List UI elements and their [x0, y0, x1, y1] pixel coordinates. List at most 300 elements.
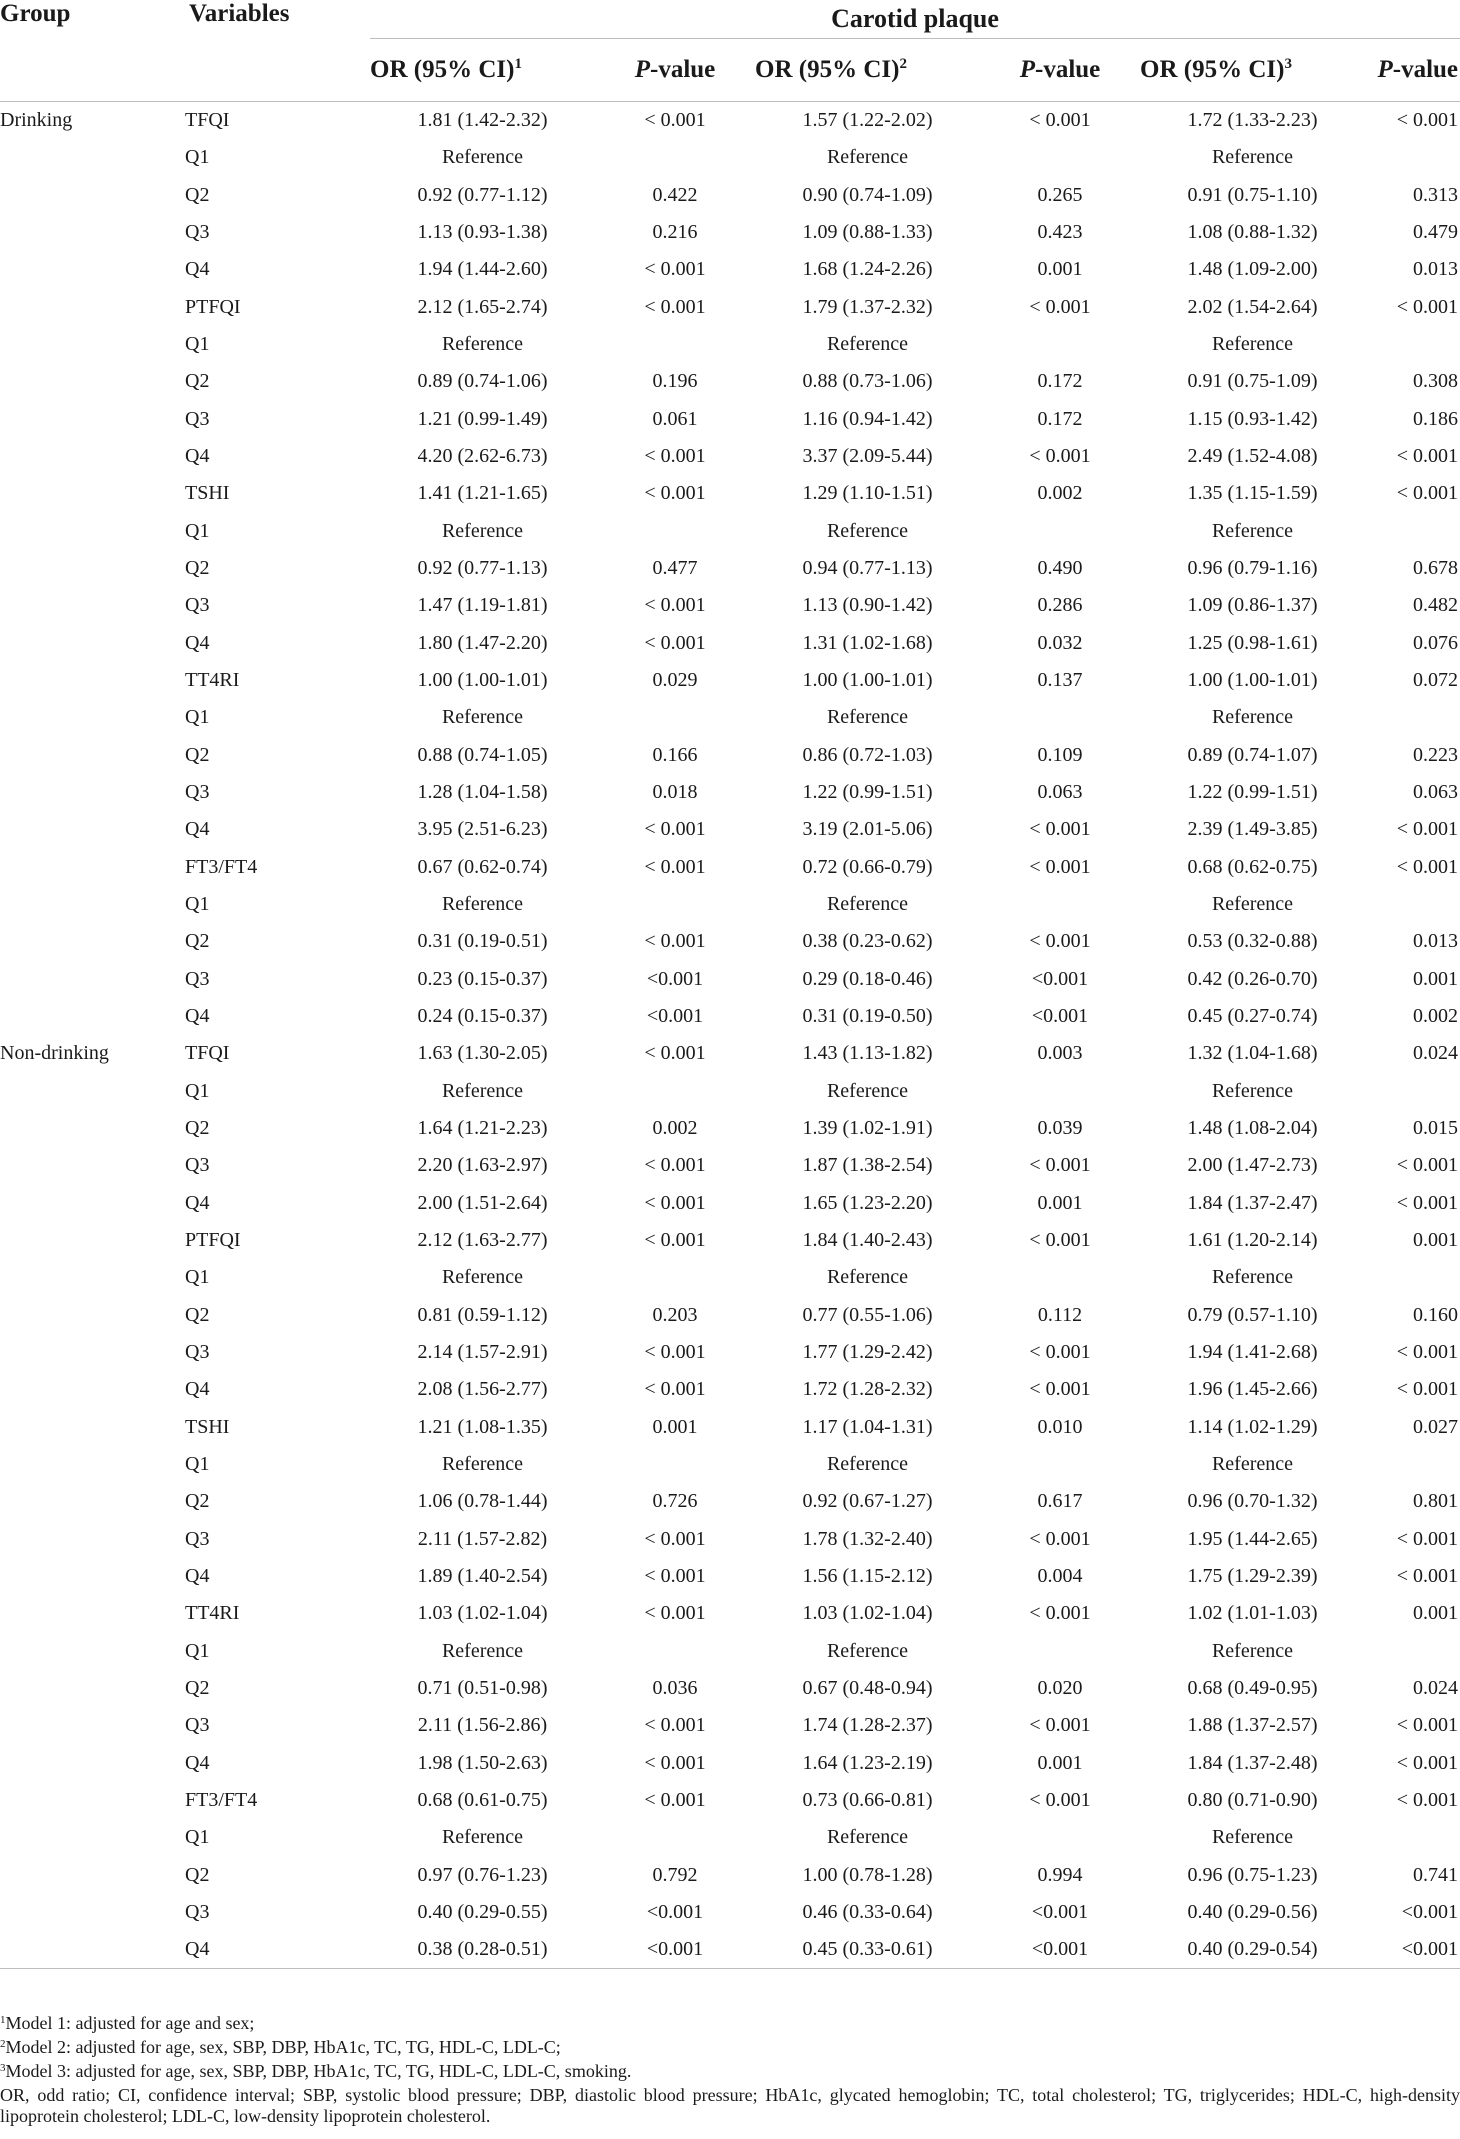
- variable-cell: Q2: [185, 1863, 210, 1886]
- or-model3-cell: 2.02 (1.54-2.64): [1187, 295, 1318, 318]
- or-model2-cell: 0.46 (0.33-0.64): [802, 1900, 933, 1923]
- or-model3-cell: 1.75 (1.29-2.39): [1187, 1564, 1318, 1587]
- variable-cell: Q2: [185, 1676, 210, 1699]
- or-model3-cell: 0.68 (0.49-0.95): [1187, 1676, 1318, 1699]
- header-or-model3: [1140, 39, 1365, 102]
- table-row: [0, 1371, 1460, 1408]
- p-model2-cell: 0.109: [1037, 743, 1083, 766]
- p-model1-cell: [595, 1632, 755, 1669]
- footnote-text: OR, odd ratio; CI, confidence interval; SBP, systolic blood pressure; DBP, diastolic blood pressure; HbA1c, glycated hemoglobin; TC, total cholesterol; TG, triglycerides; HDL-C, high-density lipoprotein cholesterol; LDL-C, low-density lipoprotein cholesterol.: [0, 2085, 1460, 2126]
- table-row: [0, 662, 1460, 699]
- p-model2-cell: 0.001: [1037, 1751, 1083, 1774]
- or-model3-cell: Reference: [1211, 1266, 1294, 1289]
- p-model2-cell: <0.001: [1031, 1005, 1089, 1028]
- group-cell: [0, 1670, 185, 1707]
- table-row: [0, 1558, 1460, 1595]
- footnote-line: [0, 2082, 1460, 2127]
- or-model1-cell: 1.28 (1.04-1.58): [417, 781, 548, 804]
- table-body: [0, 102, 1460, 1969]
- group-cell: [0, 475, 185, 512]
- group-cell: [0, 1259, 185, 1296]
- p-model1-cell: < 0.001: [644, 482, 706, 505]
- or-model1-cell: Reference: [441, 1826, 524, 1849]
- or-model2-cell: Reference: [826, 1826, 909, 1849]
- or-model3-cell: Reference: [1211, 519, 1294, 542]
- variable-cell: PTFQI: [185, 1229, 241, 1251]
- p-model2-cell: < 0.001: [1029, 1340, 1091, 1363]
- variable-cell: Q1: [185, 1639, 210, 1662]
- p-model1-cell: < 0.001: [644, 258, 706, 281]
- p-model3-cell: [1365, 1632, 1460, 1669]
- p-model3-cell: 0.072: [1413, 669, 1459, 692]
- p-model1-cell: < 0.001: [644, 930, 706, 953]
- variable-cell: TSHI: [185, 1415, 230, 1438]
- or-model2-cell: 1.16 (0.94-1.42): [802, 407, 933, 430]
- or-model1-cell: Reference: [441, 1266, 524, 1289]
- group-cell: [0, 737, 185, 774]
- or-model3-cell: 1.25 (0.98-1.61): [1187, 631, 1318, 654]
- or-model2-cell: 1.65 (1.23-2.20): [802, 1191, 933, 1214]
- or-model2-cell: 0.45 (0.33-0.61): [755, 1931, 980, 1969]
- variable-cell: TFQI: [185, 109, 230, 132]
- table-header: [0, 0, 1460, 102]
- p-model3-cell: < 0.001: [1396, 1714, 1459, 1737]
- group-cell: [0, 1185, 185, 1222]
- p-model1-cell: [595, 1446, 755, 1483]
- p-model1-cell: < 0.001: [644, 1191, 706, 1214]
- table-row: [0, 1782, 1460, 1819]
- p-model1-cell: < 0.001: [644, 631, 706, 654]
- p-model2-cell: 0.423: [1037, 221, 1083, 244]
- group-cell: [0, 1707, 185, 1744]
- or-model2-cell: 0.73 (0.66-0.81): [802, 1788, 933, 1811]
- p-model1-cell: < 0.001: [644, 1042, 706, 1065]
- p-model3-cell: 0.801: [1413, 1490, 1459, 1513]
- header-sup: 3: [1284, 56, 1292, 72]
- p-model2-cell: 0.004: [1037, 1564, 1083, 1587]
- group-cell: [0, 625, 185, 662]
- p-model3-cell: 0.313: [1413, 183, 1459, 206]
- or-model2-cell: Reference: [826, 519, 909, 542]
- or-model2-cell: 1.00 (1.00-1.01): [802, 669, 933, 692]
- variable-cell: Q3: [185, 1340, 210, 1363]
- variable-cell: Q2: [185, 1303, 210, 1326]
- or-model2-cell: 1.78 (1.32-2.40): [802, 1527, 933, 1550]
- or-model2-cell: 1.00 (0.78-1.28): [802, 1863, 933, 1886]
- p-model1-cell: [595, 1073, 755, 1110]
- or-model2-cell: Reference: [826, 333, 909, 356]
- p-model3-cell: [1365, 326, 1460, 363]
- p-model3-cell: [1365, 886, 1460, 923]
- variable-cell: FT3/FT4: [185, 1788, 258, 1811]
- table-row: [0, 625, 1460, 662]
- table-row: [0, 774, 1460, 811]
- or-model1-cell: 1.21 (1.08-1.35): [417, 1415, 548, 1438]
- p-model3-cell: 0.015: [1413, 1117, 1459, 1140]
- group-cell: [0, 1110, 185, 1147]
- table-row: [0, 1035, 1460, 1072]
- p-model3-cell: [1365, 699, 1460, 736]
- p-model2-cell: < 0.001: [1029, 1527, 1091, 1550]
- p-model2-cell: < 0.001: [1029, 1602, 1091, 1625]
- or-model2-cell: 1.64 (1.23-2.19): [802, 1751, 933, 1774]
- table-row: [0, 1595, 1460, 1632]
- variable-cell: Q4: [185, 445, 210, 468]
- p-model2-cell: < 0.001: [1029, 109, 1091, 132]
- p-model2-cell: <0.001: [980, 1931, 1140, 1969]
- p-model2-cell: 0.003: [1037, 1042, 1083, 1065]
- table-row: [0, 1147, 1460, 1184]
- group-cell: [0, 438, 185, 475]
- p-model1-cell: [595, 886, 755, 923]
- or-model3-cell: 1.61 (1.20-2.14): [1187, 1229, 1318, 1251]
- p-model1-cell: 0.002: [652, 1117, 698, 1140]
- variable-cell: Q1: [185, 1452, 210, 1475]
- table-row: [0, 1819, 1460, 1856]
- or-model3-cell: 0.40 (0.29-0.54): [1140, 1931, 1365, 1969]
- header-group: Group: [0, 0, 185, 102]
- or-model3-cell: 0.45 (0.27-0.74): [1187, 1005, 1318, 1028]
- table-row: [0, 1297, 1460, 1334]
- p-model1-cell: 0.196: [652, 370, 698, 393]
- p-model1-cell: < 0.001: [644, 1788, 706, 1811]
- or-model1-cell: Reference: [441, 519, 524, 542]
- or-model2-cell: Reference: [826, 1639, 909, 1662]
- p-model2-cell: [980, 1073, 1140, 1110]
- or-model1-cell: 2.20 (1.63-2.97): [417, 1154, 548, 1177]
- p-model1-cell: < 0.001: [644, 1527, 706, 1550]
- p-model2-cell: [980, 139, 1140, 176]
- variable-cell: PTFQI: [185, 295, 241, 318]
- or-model3-cell: 0.68 (0.62-0.75): [1187, 855, 1318, 878]
- p-model1-cell: <0.001: [646, 1005, 704, 1028]
- or-model3-cell: 1.96 (1.45-2.66): [1187, 1378, 1318, 1401]
- table-row: [0, 1222, 1460, 1259]
- or-model2-cell: Reference: [826, 1452, 909, 1475]
- or-model2-cell: 1.13 (0.90-1.42): [802, 594, 933, 617]
- variable-cell: Q3: [185, 594, 210, 617]
- table-row: [0, 139, 1460, 176]
- table-row: [0, 1632, 1460, 1669]
- or-model1-cell: Reference: [441, 1639, 524, 1662]
- or-model1-cell: 1.63 (1.30-2.05): [417, 1042, 548, 1065]
- or-model3-cell: Reference: [1211, 333, 1294, 356]
- or-model1-cell: 1.89 (1.40-2.54): [417, 1564, 548, 1587]
- group-cell: [0, 587, 185, 624]
- table-row: [0, 550, 1460, 587]
- or-model2-cell: 0.31 (0.19-0.50): [802, 1005, 933, 1028]
- or-model1-cell: 0.97 (0.76-1.23): [417, 1863, 548, 1886]
- header-or-label: OR (95% CI): [370, 56, 515, 83]
- variable-cell: Q1: [185, 519, 210, 542]
- p-model3-cell: 0.063: [1413, 781, 1459, 804]
- or-model3-cell: 1.94 (1.41-2.68): [1187, 1340, 1318, 1363]
- p-model3-cell: [1365, 513, 1460, 550]
- p-model3-cell: 0.001: [1413, 967, 1459, 990]
- variable-cell: Q3: [185, 1527, 210, 1550]
- table-row: [0, 1483, 1460, 1520]
- group-cell: [0, 811, 185, 848]
- table-row: [0, 513, 1460, 550]
- table-row: [0, 102, 1460, 140]
- or-model1-cell: 1.13 (0.93-1.38): [417, 221, 548, 244]
- p-model1-cell: < 0.001: [644, 1378, 706, 1401]
- p-model2-cell: 0.265: [1037, 183, 1083, 206]
- or-model1-cell: 2.11 (1.56-2.86): [417, 1714, 548, 1737]
- table-row: [0, 1931, 1460, 1969]
- table-row: [0, 1259, 1460, 1296]
- group-cell: Non-drinking: [0, 1042, 109, 1065]
- or-model2-cell: 1.56 (1.15-2.12): [802, 1564, 933, 1587]
- p-model1-cell: 0.422: [652, 183, 698, 206]
- p-model3-cell: < 0.001: [1396, 1564, 1459, 1587]
- p-model1-cell: < 0.001: [644, 1154, 706, 1177]
- p-model1-cell: < 0.001: [644, 1564, 706, 1587]
- variable-cell: Q4: [185, 1005, 210, 1028]
- p-model3-cell: 0.741: [1413, 1863, 1459, 1886]
- or-model2-cell: 1.74 (1.28-2.37): [802, 1714, 933, 1737]
- variable-cell: Q3: [185, 1154, 210, 1177]
- p-model1-cell: [595, 699, 755, 736]
- p-model3-cell: 0.001: [1413, 1229, 1459, 1251]
- variable-cell: Q3: [185, 221, 210, 244]
- header-or-label: OR (95% CI): [755, 56, 900, 83]
- header-variables: Variables: [185, 0, 370, 102]
- variable-cell: Q3: [185, 781, 210, 804]
- or-model2-cell: 0.29 (0.18-0.46): [802, 967, 933, 990]
- footnote-marker: 2: [0, 2038, 6, 2050]
- or-model3-cell: 0.91 (0.75-1.09): [1187, 370, 1318, 393]
- or-model3-cell: 1.84 (1.37-2.47): [1187, 1191, 1318, 1214]
- table-row: [0, 1073, 1460, 1110]
- p-model2-cell: [980, 699, 1140, 736]
- variable-cell: Q2: [185, 183, 210, 206]
- header-or-model2: [755, 39, 980, 102]
- p-model1-cell: 0.726: [652, 1490, 698, 1513]
- p-model2-cell: 0.001: [1037, 258, 1083, 281]
- or-model1-cell: 0.89 (0.74-1.06): [417, 370, 548, 393]
- variable-cell: Q1: [185, 893, 210, 916]
- variable-cell: Q3: [185, 407, 210, 430]
- group-cell: [0, 1073, 185, 1110]
- header-p-italic: P: [1019, 56, 1035, 83]
- group-cell: [0, 1856, 185, 1893]
- or-model3-cell: 1.08 (0.88-1.32): [1187, 221, 1318, 244]
- table-row: [0, 961, 1460, 998]
- variable-cell: Q4: [185, 1191, 210, 1214]
- header-p-model2: [980, 39, 1140, 102]
- or-model1-cell: 1.06 (0.78-1.44): [417, 1490, 548, 1513]
- or-model1-cell: 2.00 (1.51-2.64): [417, 1191, 548, 1214]
- variable-cell: Q4: [185, 1931, 370, 1969]
- p-model1-cell: 0.216: [652, 221, 698, 244]
- or-model2-cell: Reference: [826, 1266, 909, 1289]
- p-model2-cell: < 0.001: [1029, 818, 1091, 841]
- or-model1-cell: 1.98 (1.50-2.63): [417, 1751, 548, 1774]
- variable-cell: Q3: [185, 967, 210, 990]
- variable-cell: Q3: [185, 1714, 210, 1737]
- header-p-model3: [1365, 39, 1460, 102]
- p-model2-cell: 0.172: [1037, 370, 1083, 393]
- p-model3-cell: <0.001: [1401, 1900, 1459, 1923]
- or-model3-cell: 0.53 (0.32-0.88): [1187, 930, 1318, 953]
- p-model2-cell: < 0.001: [1029, 930, 1091, 953]
- or-model2-cell: Reference: [826, 1079, 909, 1102]
- or-model1-cell: 1.80 (1.47-2.20): [417, 631, 548, 654]
- or-model3-cell: 1.09 (0.86-1.37): [1187, 594, 1318, 617]
- p-model1-cell: <0.001: [646, 967, 704, 990]
- group-cell: [0, 214, 185, 251]
- group-cell: [0, 699, 185, 736]
- or-model2-cell: 1.31 (1.02-1.68): [802, 631, 933, 654]
- variable-cell: Q3: [185, 1900, 210, 1923]
- table-row: [0, 1520, 1460, 1557]
- or-model3-cell: 1.72 (1.33-2.23): [1187, 109, 1318, 132]
- table-row: [0, 923, 1460, 960]
- or-model3-cell: 0.42 (0.26-0.70): [1187, 967, 1318, 990]
- p-model3-cell: 0.223: [1413, 743, 1459, 766]
- table-row: [0, 699, 1460, 736]
- p-model3-cell: 0.002: [1413, 1005, 1459, 1028]
- header-p-rest: -value: [1035, 56, 1101, 83]
- group-cell: [0, 1222, 185, 1259]
- or-model2-cell: 0.38 (0.23-0.62): [802, 930, 933, 953]
- or-model3-cell: Reference: [1211, 1826, 1294, 1849]
- group-cell: [0, 1931, 185, 1969]
- p-model1-cell: 0.061: [652, 407, 698, 430]
- or-model1-cell: 1.21 (0.99-1.49): [417, 407, 548, 430]
- variable-cell: Q1: [185, 333, 210, 356]
- variable-cell: Q1: [185, 1079, 210, 1102]
- p-model1-cell: <0.001: [646, 1900, 704, 1923]
- p-model1-cell: < 0.001: [644, 1602, 706, 1625]
- p-model3-cell: 0.013: [1413, 258, 1459, 281]
- or-model1-cell: 3.95 (2.51-6.23): [417, 818, 548, 841]
- p-model2-cell: 0.617: [1037, 1490, 1083, 1513]
- p-model2-cell: 0.020: [1037, 1676, 1083, 1699]
- or-model1-cell: 0.92 (0.77-1.12): [417, 183, 548, 206]
- p-model1-cell: [595, 1819, 755, 1856]
- variable-cell: FT3/FT4: [185, 855, 258, 878]
- or-model2-cell: 1.22 (0.99-1.51): [802, 781, 933, 804]
- table-row: [0, 177, 1460, 214]
- or-model3-cell: 1.32 (1.04-1.68): [1187, 1042, 1318, 1065]
- p-model2-cell: 0.032: [1037, 631, 1083, 654]
- variable-cell: Q2: [185, 1117, 210, 1140]
- or-model3-cell: 1.95 (1.44-2.65): [1187, 1527, 1318, 1550]
- variable-cell: TT4RI: [185, 1602, 240, 1625]
- p-model3-cell: 0.024: [1413, 1676, 1459, 1699]
- p-model3-cell: 0.482: [1413, 594, 1459, 617]
- footnote-marker: 1: [0, 2014, 6, 2026]
- p-model2-cell: < 0.001: [1029, 1229, 1091, 1251]
- group-cell: [0, 1558, 185, 1595]
- or-model2-cell: Reference: [826, 146, 909, 169]
- or-model1-cell: 0.68 (0.61-0.75): [417, 1788, 548, 1811]
- table-row: [0, 998, 1460, 1035]
- table-row: [0, 363, 1460, 400]
- variable-cell: Q4: [185, 1378, 210, 1401]
- p-model3-cell: < 0.001: [1396, 855, 1459, 878]
- or-model2-cell: 1.29 (1.10-1.51): [802, 482, 933, 505]
- p-model2-cell: [980, 886, 1140, 923]
- p-model1-cell: 0.036: [652, 1676, 698, 1699]
- table-row: [0, 1856, 1460, 1893]
- table-footnotes: [0, 2010, 1460, 2127]
- p-model3-cell: [1365, 1259, 1460, 1296]
- p-model1-cell: [595, 326, 755, 363]
- or-model1-cell: 1.47 (1.19-1.81): [417, 594, 548, 617]
- or-model1-cell: Reference: [441, 706, 524, 729]
- group-cell: [0, 326, 185, 363]
- or-model3-cell: 1.02 (1.01-1.03): [1187, 1602, 1318, 1625]
- p-model1-cell: < 0.001: [644, 295, 706, 318]
- variable-cell: Q2: [185, 370, 210, 393]
- group-cell: [0, 401, 185, 438]
- group-cell: [0, 1782, 185, 1819]
- p-model1-cell: [595, 1259, 755, 1296]
- p-model2-cell: [980, 1259, 1140, 1296]
- or-model3-cell: 1.88 (1.37-2.57): [1187, 1714, 1318, 1737]
- p-model3-cell: [1365, 1446, 1460, 1483]
- table-row: [0, 289, 1460, 326]
- p-model2-cell: [980, 1632, 1140, 1669]
- footnote-line: [0, 2034, 1460, 2058]
- p-model1-cell: < 0.001: [644, 1714, 706, 1737]
- or-model3-cell: 1.00 (1.00-1.01): [1187, 669, 1318, 692]
- or-model2-cell: 0.90 (0.74-1.09): [802, 183, 933, 206]
- footnote-text: Model 1: adjusted for age and sex;: [5, 2013, 255, 2033]
- or-model2-cell: 1.43 (1.13-1.82): [802, 1042, 933, 1065]
- or-model2-cell: 0.92 (0.67-1.27): [802, 1490, 933, 1513]
- p-model1-cell: < 0.001: [644, 855, 706, 878]
- or-model3-cell: 0.96 (0.79-1.16): [1187, 557, 1318, 580]
- or-model3-cell: Reference: [1211, 706, 1294, 729]
- header-p-italic: P: [1377, 56, 1393, 83]
- header-p-rest: -value: [650, 56, 716, 83]
- or-model1-cell: 1.00 (1.00-1.01): [417, 669, 548, 692]
- p-model3-cell: < 0.001: [1396, 1527, 1459, 1550]
- p-model3-cell: < 0.001: [1396, 1154, 1459, 1177]
- group-cell: Drinking: [0, 109, 73, 132]
- or-model1-cell: 2.08 (1.56-2.77): [417, 1378, 548, 1401]
- group-cell: [0, 1483, 185, 1520]
- p-model2-cell: [980, 1446, 1140, 1483]
- p-model1-cell: < 0.001: [644, 818, 706, 841]
- table-row: [0, 1334, 1460, 1371]
- footnote-text: Model 2: adjusted for age, sex, SBP, DBP, HbA1c, TC, TG, HDL-C, LDL-C;: [5, 2037, 561, 2057]
- footnote-line: [0, 2058, 1460, 2082]
- or-model3-cell: 2.00 (1.47-2.73): [1187, 1154, 1318, 1177]
- p-model2-cell: < 0.001: [1029, 1788, 1091, 1811]
- p-model1-cell: 0.018: [652, 781, 698, 804]
- p-model3-cell: 0.001: [1413, 1602, 1459, 1625]
- header-sup: 1: [514, 56, 522, 72]
- or-model3-cell: 0.79 (0.57-1.10): [1187, 1303, 1318, 1326]
- or-model3-cell: 1.48 (1.08-2.04): [1187, 1117, 1318, 1140]
- table-row: [0, 1185, 1460, 1222]
- or-model2-cell: 1.77 (1.29-2.42): [802, 1340, 933, 1363]
- p-model2-cell: 0.112: [1037, 1303, 1083, 1326]
- p-model2-cell: 0.286: [1037, 594, 1083, 617]
- p-model2-cell: < 0.001: [1029, 855, 1091, 878]
- p-model3-cell: 0.186: [1413, 407, 1459, 430]
- p-model3-cell: < 0.001: [1396, 445, 1459, 468]
- p-model1-cell: < 0.001: [644, 1229, 706, 1251]
- or-model2-cell: 1.68 (1.24-2.26): [802, 258, 933, 281]
- or-model2-cell: 0.88 (0.73-1.06): [802, 370, 933, 393]
- table-row: [0, 475, 1460, 512]
